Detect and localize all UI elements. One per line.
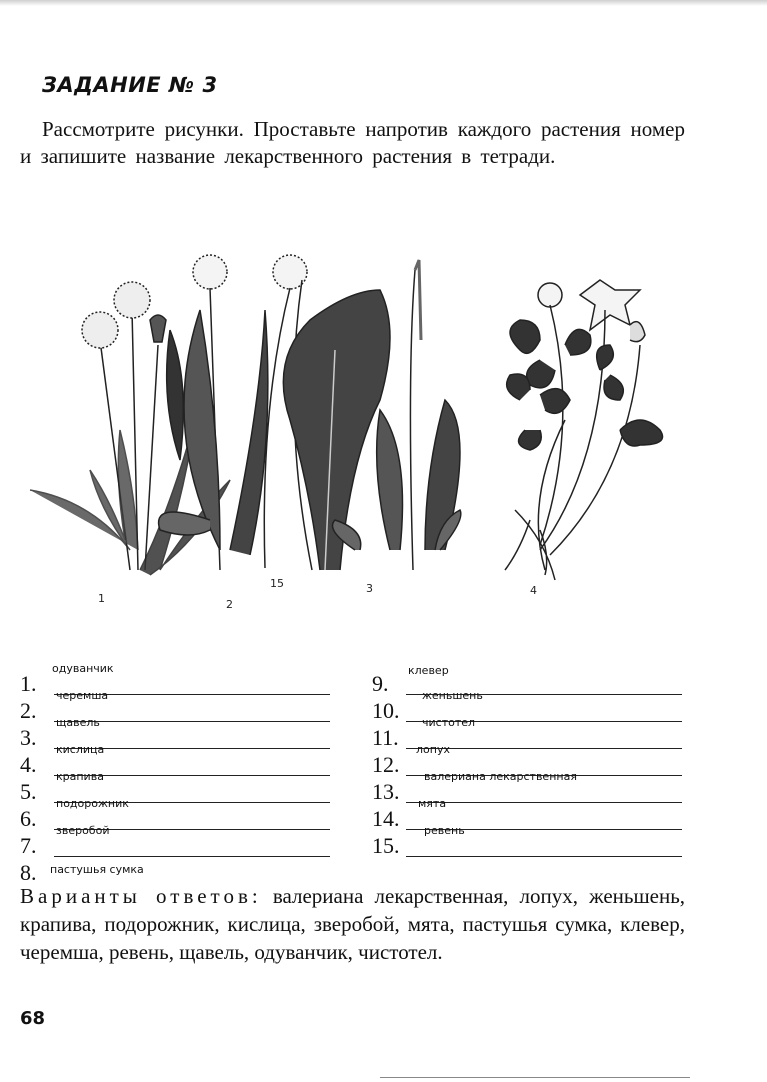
plants-drawing (20, 250, 680, 615)
answer-number: 9. (372, 671, 389, 696)
figure-number-4: 4 (530, 584, 537, 597)
answer-text: черемша (56, 689, 109, 702)
answer-number: 6. (20, 806, 37, 831)
answer-text: подорожник (56, 797, 129, 810)
answer-number: 2. (20, 698, 37, 723)
answer-row-8 (20, 857, 330, 884)
answer-text: клевер (408, 664, 449, 677)
answer-text: лопух (416, 743, 450, 756)
answer-text: крапива (56, 770, 104, 783)
answer-number: 4. (20, 752, 37, 777)
answer-variants (20, 882, 685, 966)
task-title: ЗАДАНИЕ № 3 (42, 73, 218, 97)
answer-number: 10. (372, 698, 400, 723)
answer-number: 12. (372, 752, 400, 777)
answer-number: 8. (20, 860, 37, 885)
figure-number-15: 15 (270, 577, 284, 590)
page-number: 68 (20, 1008, 46, 1029)
figure-number-1: 1 (98, 592, 105, 605)
answer-text: валериана лекарственная (424, 770, 577, 783)
answer-number: 1. (20, 671, 37, 696)
answer-text: щавель (56, 716, 100, 729)
answer-number: 11. (372, 725, 399, 750)
answer-text: пастушья сумка (50, 863, 144, 876)
answer-number: 3. (20, 725, 37, 750)
answer-text: женьшень (422, 689, 483, 702)
figure-number-3: 3 (366, 582, 373, 595)
answer-text: мята (418, 797, 447, 810)
task-instructions: Рассмотрите рисунки. Проставьте напротив каждого растения номер и запишите название лекарственного растения в тетради. (20, 117, 685, 168)
wood-sorrel-illustration (505, 280, 663, 580)
page-bottom-rule (380, 1077, 690, 1078)
answer-text: кислица (56, 743, 105, 756)
answer-variants-text: валериана лекарственная, лопух, женьшень, крапива, подорожник, кислица, зверобой, мята, пастушья сумка, клевер, черемша, ревень, щавель, одуванчик, чистотел. (20, 884, 686, 964)
answer-line[interactable] (406, 856, 682, 857)
rhubarb-illustration (283, 260, 461, 570)
answer-variants-label: Варианты ответов: (20, 884, 262, 908)
answer-text: одуванчик (52, 662, 114, 675)
answer-text: чистотел (422, 716, 476, 729)
answer-number: 5. (20, 779, 37, 804)
answer-number: 13. (372, 779, 400, 804)
answer-row-15 (372, 824, 682, 858)
answer-text: зверобой (56, 824, 110, 837)
plants-illustration (20, 250, 680, 615)
answer-number: 15. (372, 833, 400, 858)
figure-number-2: 2 (226, 598, 233, 611)
page-top-edge (0, 0, 767, 6)
answer-text: ревень (424, 824, 465, 837)
answer-row-7 (20, 824, 330, 858)
answer-number: 14. (372, 806, 400, 831)
answer-number: 7. (20, 833, 37, 858)
